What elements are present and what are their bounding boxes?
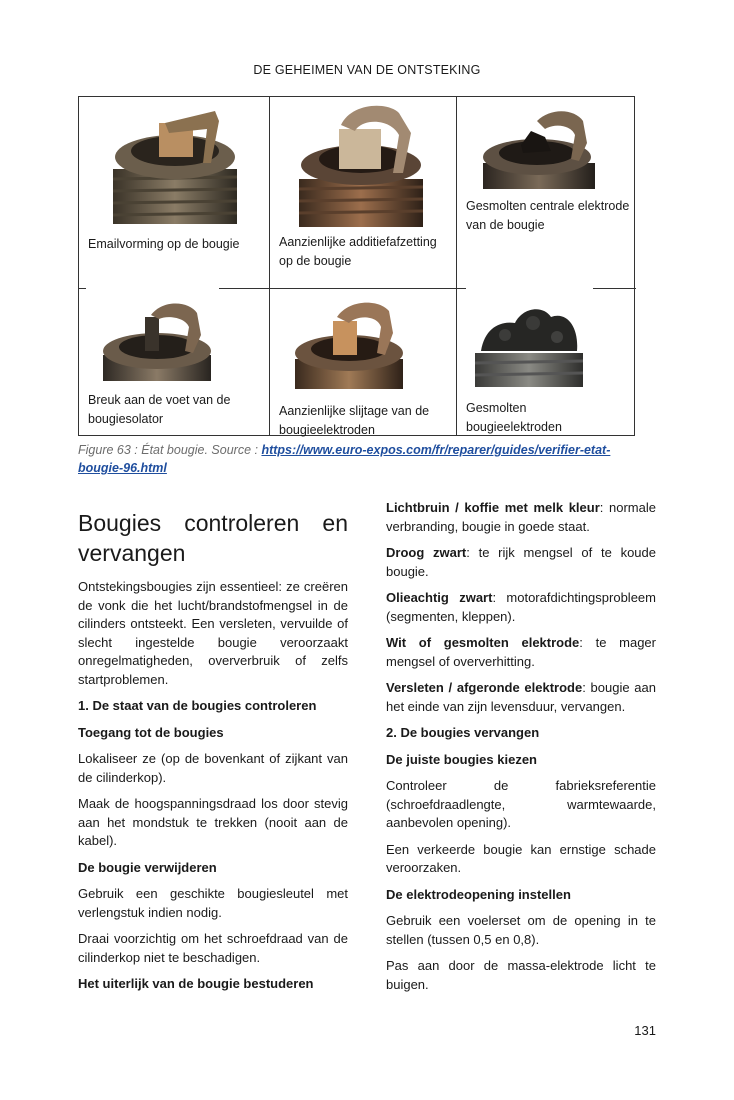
paragraph: Draai voorzichtig om het schroefdraad van de cilinderkop niet te beschadigen.	[78, 931, 348, 965]
source-link[interactable]: https://www.euro-expos.com/fr/reparer/guides/verifier-etat-bougie-96.html	[78, 443, 611, 475]
subheading: Toegang tot de bougies	[78, 724, 224, 740]
diagnosis-term: Versleten / afgeronde elektrode	[386, 680, 583, 695]
subheading: De juiste bougies kiezen	[386, 751, 537, 767]
page-header: DE GEHEIMEN VAN DE ONTSTEKING	[253, 63, 481, 77]
diagnosis-term: Droog zwart	[386, 545, 467, 560]
diagnosis-term: Lichtbruin / koffie met melk kleur	[386, 500, 600, 515]
diagnosis-text: : te mager mengsel of oververhitting.	[386, 635, 656, 669]
figure-cell-caption: Aanzienlijke additiefafzetting op de bougie	[279, 235, 437, 268]
paragraph: Controleer de fabrieksreferentie (schroefdraadlengte, warmtewaarde, aanbevolen opening).	[386, 778, 656, 830]
spark-plug-additive-deposits-photo	[291, 99, 431, 227]
paragraph: Gebruik een voelerset om de opening in te stellen (tussen 0,5 en 0,8).	[386, 913, 656, 947]
diagnosis-text: : bougie aan het einde van zijn levensduur, vervangen.	[386, 680, 656, 714]
diagnosis-term: Wit of gesmolten elektrode	[386, 635, 580, 650]
subheading: Het uiterlijk van de bougie bestuderen	[78, 976, 314, 991]
diagnosis-item	[386, 499, 656, 536]
diagnosis-term: Olieachtig zwart	[386, 590, 493, 605]
paragraph: Gebruik een geschikte bougiesleutel met verlengstuk indien nodig.	[78, 886, 348, 920]
diagnosis-text: : motorafdichtingsprobleem (segmenten, kleppen).	[386, 590, 656, 624]
spark-plug-electrode-wear-photo	[293, 297, 405, 389]
spark-plug-melted-center-electrode-photo	[479, 103, 599, 189]
figure-caption-text: Figure 63 : État bougie. Source :	[78, 443, 262, 457]
spark-plug-glazing-photo	[107, 99, 243, 224]
grid-divider	[418, 288, 466, 289]
figure-cell-caption: Emailvorming op de bougie	[88, 237, 240, 251]
section-heading: 1. De staat van de bougies controleren	[78, 698, 317, 713]
diagnosis-text: : normale verbranding, bougie in goede staat.	[386, 500, 656, 534]
page-number: 131	[634, 1023, 656, 1038]
grid-divider	[456, 97, 457, 435]
diagnosis-text: : te rijk mengsel of te koude bougie.	[386, 545, 656, 579]
grid-divider	[79, 288, 86, 289]
figure-caption	[78, 441, 638, 477]
grid-divider	[593, 288, 636, 289]
spark-plug-melted-electrodes-photo	[471, 301, 587, 387]
grid-divider	[269, 97, 270, 435]
figure-cell-caption: Gesmolten bougieelektroden	[466, 401, 562, 434]
figure-cell-caption: Breuk aan de voet van de bougiesolator	[88, 393, 231, 426]
right-column	[386, 499, 656, 1002]
diagnosis-item	[386, 634, 656, 671]
diagnosis-item	[386, 589, 656, 626]
section-title: Bougies controleren en vervangen	[78, 510, 348, 566]
diagnosis-item	[386, 544, 656, 581]
subheading: De elektrodeopening instellen	[386, 886, 571, 902]
paragraph: Een verkeerde bougie kan ernstige schade veroorzaken.	[386, 841, 656, 875]
figure-cell-caption: Gesmolten centrale elektrode van de bougie	[466, 199, 630, 232]
figure-cell-caption: Aanzienlijke slijtage van de bougieelektroden	[279, 404, 430, 437]
paragraph: Pas aan door de massa-elektrode licht te buigen.	[386, 958, 656, 992]
left-column	[78, 508, 348, 1002]
subheading: De bougie verwijderen	[78, 859, 217, 875]
section-heading: 2. De bougies vervangen	[386, 725, 540, 740]
figure-grid	[78, 96, 635, 436]
paragraph: Lokaliseer ze (op de bovenkant of zijkant van de cilinderkop).	[78, 751, 348, 785]
intro-paragraph: Ontstekingsbougies zijn essentieel: ze creëren de vonk die het lucht/brandstofmengsel in de cilinders ontsteekt. Een versleten, vervuilde of slecht ingestelde bougie veroorzaakt onregelmatigheden, oververbruik of zelfs startproblemen.	[78, 579, 348, 687]
spark-plug-insulator-break-photo	[101, 297, 213, 381]
paragraph: Maak de hoogspanningsdraad los door stevig aan het mondstuk te trekken (nooit aan de kabel).	[78, 796, 348, 848]
diagnosis-item	[386, 679, 656, 716]
